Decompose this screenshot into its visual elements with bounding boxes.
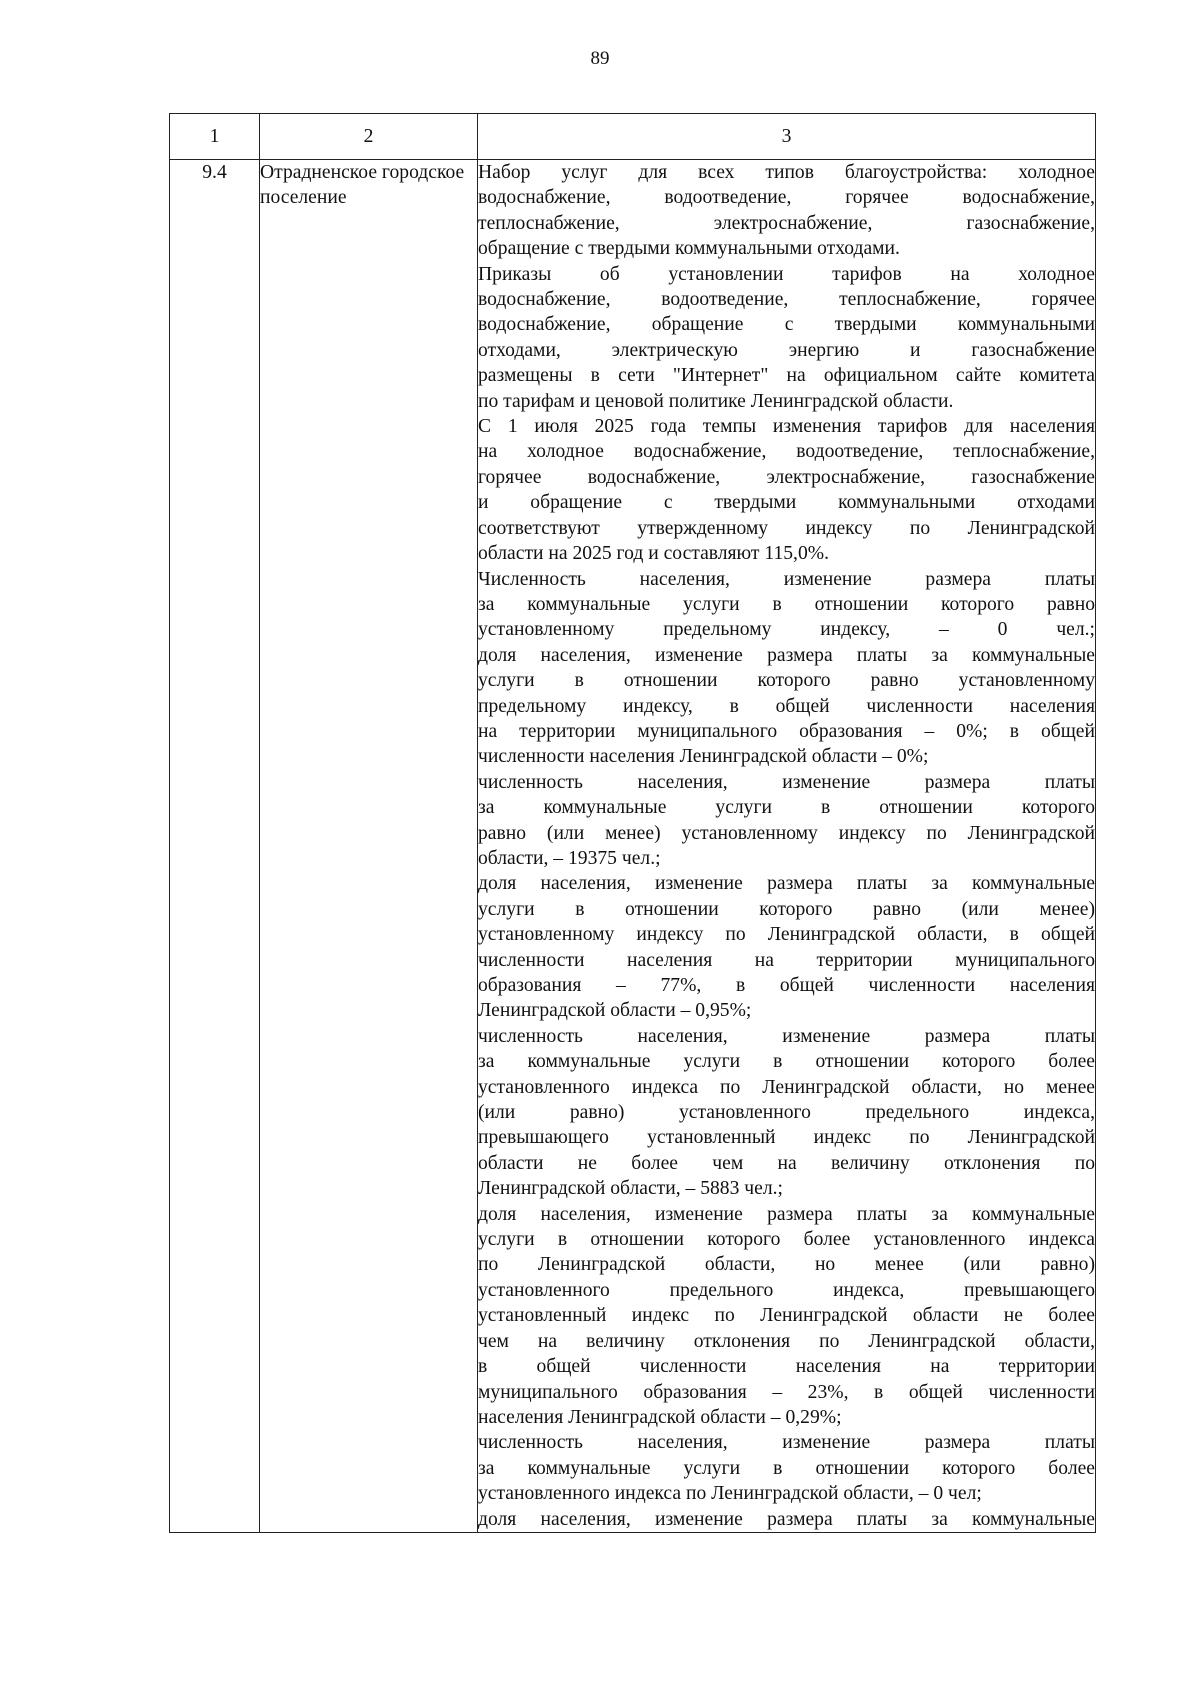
content-line: области на 2025 год и составляют 115,0%. bbox=[478, 543, 829, 565]
content-line: услуги в отношении которого равно (или менее) bbox=[478, 898, 1095, 920]
content-line: установленного индекса по Ленинградской области, – 0 чел; bbox=[478, 1483, 982, 1505]
content-line: численности населения на территории муниципального bbox=[478, 949, 1095, 971]
content-line: Приказы об установлении тарифов на холодное bbox=[478, 263, 1095, 285]
content-line: муниципального образования – 23%, в общей численности bbox=[478, 1381, 1095, 1403]
content-line: обращение с твердыми коммунальными отходами. bbox=[478, 238, 900, 260]
content-line: за коммунальные услуги в отношении которого bbox=[478, 797, 1095, 819]
content-line: С 1 июля 2025 года темпы изменения тарифов для населения bbox=[478, 416, 1095, 438]
content-line: чем на величину отклонения по Ленинградской области, bbox=[478, 1330, 1095, 1352]
page-number: 89 bbox=[590, 48, 610, 69]
content-line: равно (или менее) установленному индексу по Ленинградской bbox=[478, 822, 1095, 844]
content-line: численность населения, изменение размера платы bbox=[478, 1432, 1095, 1454]
row-number: 9.4 bbox=[170, 160, 260, 1533]
content-line: на территории муниципального образования – 0%; в общей bbox=[478, 720, 1095, 742]
content-text bbox=[478, 160, 1095, 1532]
content-line: превышающего установленный индекс по Ленинградской bbox=[478, 1127, 1095, 1149]
settlement-name: Отрадненское городское поселение bbox=[260, 160, 478, 1533]
content-line: населения Ленинградской области – 0,29%; bbox=[478, 1406, 842, 1428]
content-line: образования – 77%, в общей численности населения bbox=[478, 975, 1095, 996]
content-line: размещены в сети "Интернет" на официальном сайте комитета bbox=[478, 365, 1095, 387]
tariff-table bbox=[169, 113, 1096, 1533]
content-line: установленному предельному индексу, – 0 чел.; bbox=[478, 619, 1095, 641]
content-line: за коммунальные услуги в отношении которого более bbox=[478, 1457, 1095, 1479]
content-line: Ленинградской области – 0,95%; bbox=[478, 1000, 752, 1022]
table-row bbox=[170, 160, 1096, 1533]
column-header-1: 1 bbox=[170, 114, 260, 160]
content-line: за коммунальные услуги в отношении которого равно bbox=[478, 593, 1095, 615]
content-line: услуги в отношении которого более установленного индекса bbox=[478, 1229, 1095, 1251]
content-line: области, – 19375 чел.; bbox=[478, 847, 661, 869]
column-header-3: 3 bbox=[478, 114, 1096, 160]
content-line: водоснабжение, водоотведение, теплоснабжение, горячее bbox=[478, 289, 1095, 311]
column-header-2: 2 bbox=[260, 114, 478, 160]
content-line: установленный индекс по Ленинградской области не более bbox=[478, 1305, 1095, 1327]
content-line: численность населения, изменение размера платы bbox=[478, 1025, 1095, 1047]
content-line: за коммунальные услуги в отношении которого более bbox=[478, 1051, 1095, 1073]
content-line: установленного индекса по Ленинградской области, но менее bbox=[478, 1076, 1095, 1098]
content-line: численность населения, изменение размера платы bbox=[478, 771, 1095, 793]
content-line: численности населения Ленинградской области – 0%; bbox=[478, 746, 929, 768]
content-line: установленного предельного индекса, превышающего bbox=[478, 1279, 1095, 1301]
content-line: водоснабжение, обращение с твердыми коммунальными bbox=[478, 314, 1095, 336]
content-line: теплоснабжение, электроснабжение, газоснабжение, bbox=[478, 212, 1095, 234]
table-header-row bbox=[170, 114, 1096, 160]
content-line: предельному индексу, в общей численности населения bbox=[478, 695, 1095, 717]
content-line: соответствуют утвержденному индексу по Ленинградской bbox=[478, 517, 1095, 539]
content-line: доля населения, изменение размера платы за коммунальные bbox=[478, 873, 1095, 895]
content-line: водоснабжение, водоотведение, горячее водоснабжение, bbox=[478, 187, 1095, 209]
content-line: отходами, электрическую энергию и газоснабжение bbox=[478, 339, 1095, 361]
content-line: по тарифам и ценовой политике Ленинградской области. bbox=[478, 390, 954, 412]
content-line: (или равно) установленного предельного индекса, bbox=[478, 1102, 1095, 1124]
content-line: Ленинградской области, – 5883 чел.; bbox=[478, 1178, 783, 1200]
content-line: на холодное водоснабжение, водоотведение, теплоснабжение, bbox=[478, 441, 1095, 463]
content-line: установленному индексу по Ленинградской области, в общей bbox=[478, 924, 1095, 946]
content-line: Численность населения, изменение размера платы bbox=[478, 568, 1095, 590]
content-line: Набор услуг для всех типов благоустройства: холодное bbox=[478, 162, 1095, 183]
content-line: доля населения, изменение размера платы за коммунальные bbox=[478, 1508, 1095, 1530]
content-line: в общей численности населения на территории bbox=[478, 1356, 1095, 1378]
content-line: и обращение с твердыми коммунальными отходами bbox=[478, 492, 1095, 514]
row-content bbox=[478, 160, 1096, 1533]
content-line: горячее водоснабжение, электроснабжение, газоснабжение bbox=[478, 466, 1095, 488]
content-line: по Ленинградской области, но менее (или равно) bbox=[478, 1254, 1095, 1276]
content-line: доля населения, изменение размера платы за коммунальные bbox=[478, 644, 1095, 666]
content-line: услуги в отношении которого равно установленному bbox=[478, 670, 1095, 692]
content-line: доля населения, изменение размера платы за коммунальные bbox=[478, 1203, 1095, 1225]
content-line: области не более чем на величину отклонения по bbox=[478, 1152, 1095, 1174]
